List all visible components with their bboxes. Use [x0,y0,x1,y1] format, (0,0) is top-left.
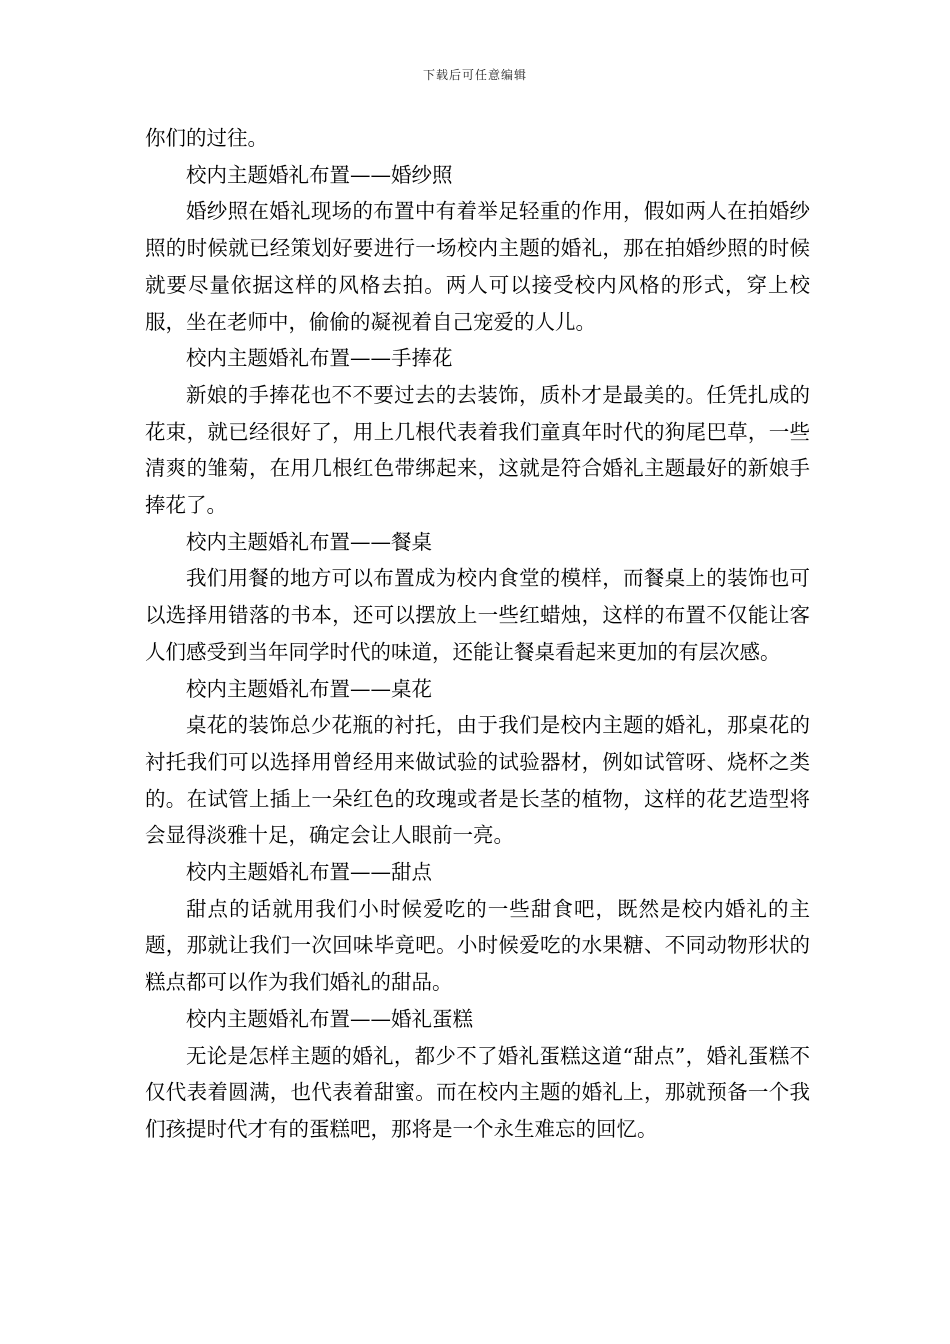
section-heading-table-flowers: 校内主题婚礼布置——桌花 [186,676,432,701]
page-header: 下载后可任意编辑 [422,68,527,82]
paragraph-wedding-cake: 无论是怎样主题的婚礼，都少不了婚礼蛋糕这道“甜点”，婚礼蛋糕不仅代表着圆满，也代表着甜蜜。而在校内主题的婚礼上，那就预备一个我们孩提时代才有的蛋糕吧，那将是一个永生难忘的回忆。 [145,1043,810,1141]
section-heading-wedding-cake: 校内主题婚礼布置——婚礼蛋糕 [186,1006,473,1031]
paragraph-desserts: 甜点的话就用我们小时候爱吃的一些甜食吧，既然是校内婚礼的主题，那就让我们一次回味毕竟吧。小时候爱吃的水果糖、不同动物形状的糕点都可以作为我们婚礼的甜品。 [145,896,810,995]
paragraph-bouquet: 新娘的手捧花也不不要过去的去装饰，质朴才是最美的。任凭扎成的花束，就已经很好了，用上几根代表着我们童真年时代的狗尾巴草，一些清爽的雏菊，在用几根红色带绑起来，这就是符合婚礼主题最好的新娘手捧花了。 [145,382,810,518]
paragraph-continuation: 你们的过往。 [145,126,268,150]
section-heading-wedding-photos: 校内主题婚礼布置——婚纱照 [186,162,453,187]
paragraph-wedding-photos: 婚纱照在婚礼现场的布置中有着举足轻重的作用，假如两人在拍婚纱照的时候就已经策划好要进行一场校内主题的婚礼，那在拍婚纱照的时候就要尽量依据这样的风格去拍。两人可以接受校内风格的形式，穿上校服，坐在老师中，偷偷的凝视着自己宠爱的人儿。 [145,199,810,334]
paragraph-dining-table: 我们用餐的地方可以布置成为校内食堂的模样，而餐桌上的装饰也可以选择用错落的书本，还可以摆放上一些红蜡烛，这样的布置不仅能让客人们感受到当年同学时代的味道，还能让餐桌看起来更加的有层次感。 [145,566,810,664]
section-heading-dining-table: 校内主题婚礼布置——餐桌 [186,529,432,554]
section-heading-desserts: 校内主题婚礼布置——甜点 [186,860,432,885]
document-body [145,120,810,1148]
paragraph-table-flowers: 桌花的装饰总少花瓶的衬托，由于我们是校内主题的婚礼，那桌花的衬托我们可以选择用曾经用来做试验的试验器材，例如试管呀、烧杯之类的。在试管上插上一朵红色的玫瑰或者是长茎的植物，这样的花艺造型将会显得淡雅十足，确定会让人眼前一亮。 [145,713,810,848]
section-heading-bouquet: 校内主题婚礼布置——手捧花 [186,346,453,371]
